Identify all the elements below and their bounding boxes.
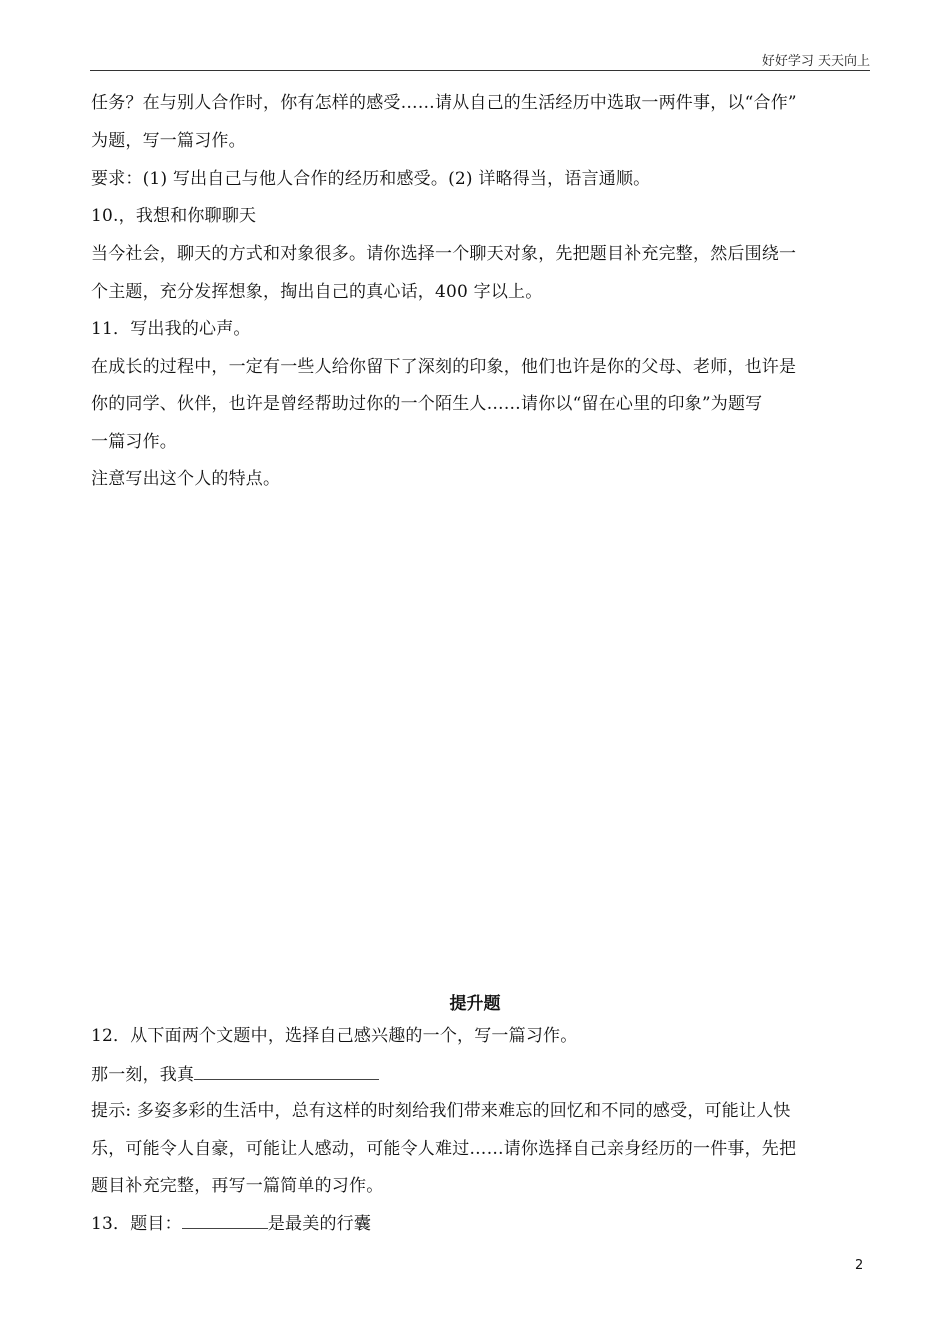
body-line-1: 任务？在与别人合作时，你有怎样的感受……请从自己的生活经历中选取一两件事，以“合作” (91, 93, 797, 113)
header-divider (90, 70, 870, 71)
page-number: 2 (855, 1258, 864, 1273)
body-line-2: 为题，写一篇习作。 (91, 131, 246, 151)
fill-in-blank[interactable] (182, 1212, 268, 1229)
question-13-prefix: 13．题目： (91, 1214, 182, 1234)
question-12-title-prefix: 那一刻，我真 (91, 1065, 195, 1085)
body-line-5: 当今社会，聊天的方式和对象很多。请你选择一个聊天对象，先把题目补充完整，然后围绕一 (91, 244, 797, 264)
question-10-title: 10.，我想和你聊聊天 (91, 206, 257, 226)
requirements-line: 要求：(1) 写出自己与他人合作的经历和感受。(2) 详略得当，语言通顺。 (91, 169, 651, 189)
question-12-title-line (91, 1063, 881, 1086)
body-line-10: 一篇习作。 (91, 432, 177, 452)
body-line-11: 注意写出这个人的特点。 (91, 469, 281, 489)
page-header: 好好学习 天天向上 (761, 54, 870, 69)
fill-in-blank[interactable] (194, 1063, 379, 1080)
hint-line-3: 题目补充完整，再写一篇简单的习作。 (91, 1176, 384, 1196)
body-line-8: 在成长的过程中，一定有一些人给你留下了深刻的印象，他们也许是你的父母、老师，也许是 (91, 357, 797, 377)
question-13-line (91, 1212, 881, 1235)
question-12-prompt: 12．从下面两个文题中，选择自己感兴趣的一个，写一篇习作。 (91, 1026, 578, 1046)
body-line-9: 你的同学、伙伴，也许是曾经帮助过你的一个陌生人……请你以“留在心里的印象”为题写 (91, 394, 763, 414)
section-title: 提升题 (449, 994, 501, 1014)
question-13-suffix: 是最美的行囊 (267, 1214, 372, 1234)
question-11-title: 11．写出我的心声。 (91, 319, 251, 339)
hint-line-1: 提示: 多姿多彩的生活中，总有这样的时刻给我们带来难忘的回忆和不同的感受，可能让人快 (91, 1101, 791, 1121)
body-line-6: 个主题，充分发挥想象，掏出自己的真心话，400 字以上。 (91, 282, 543, 302)
hint-line-2: 乐，可能令人自豪，可能让人感动，可能令人难过……请你选择自己亲身经历的一件事，先把 (91, 1139, 797, 1159)
